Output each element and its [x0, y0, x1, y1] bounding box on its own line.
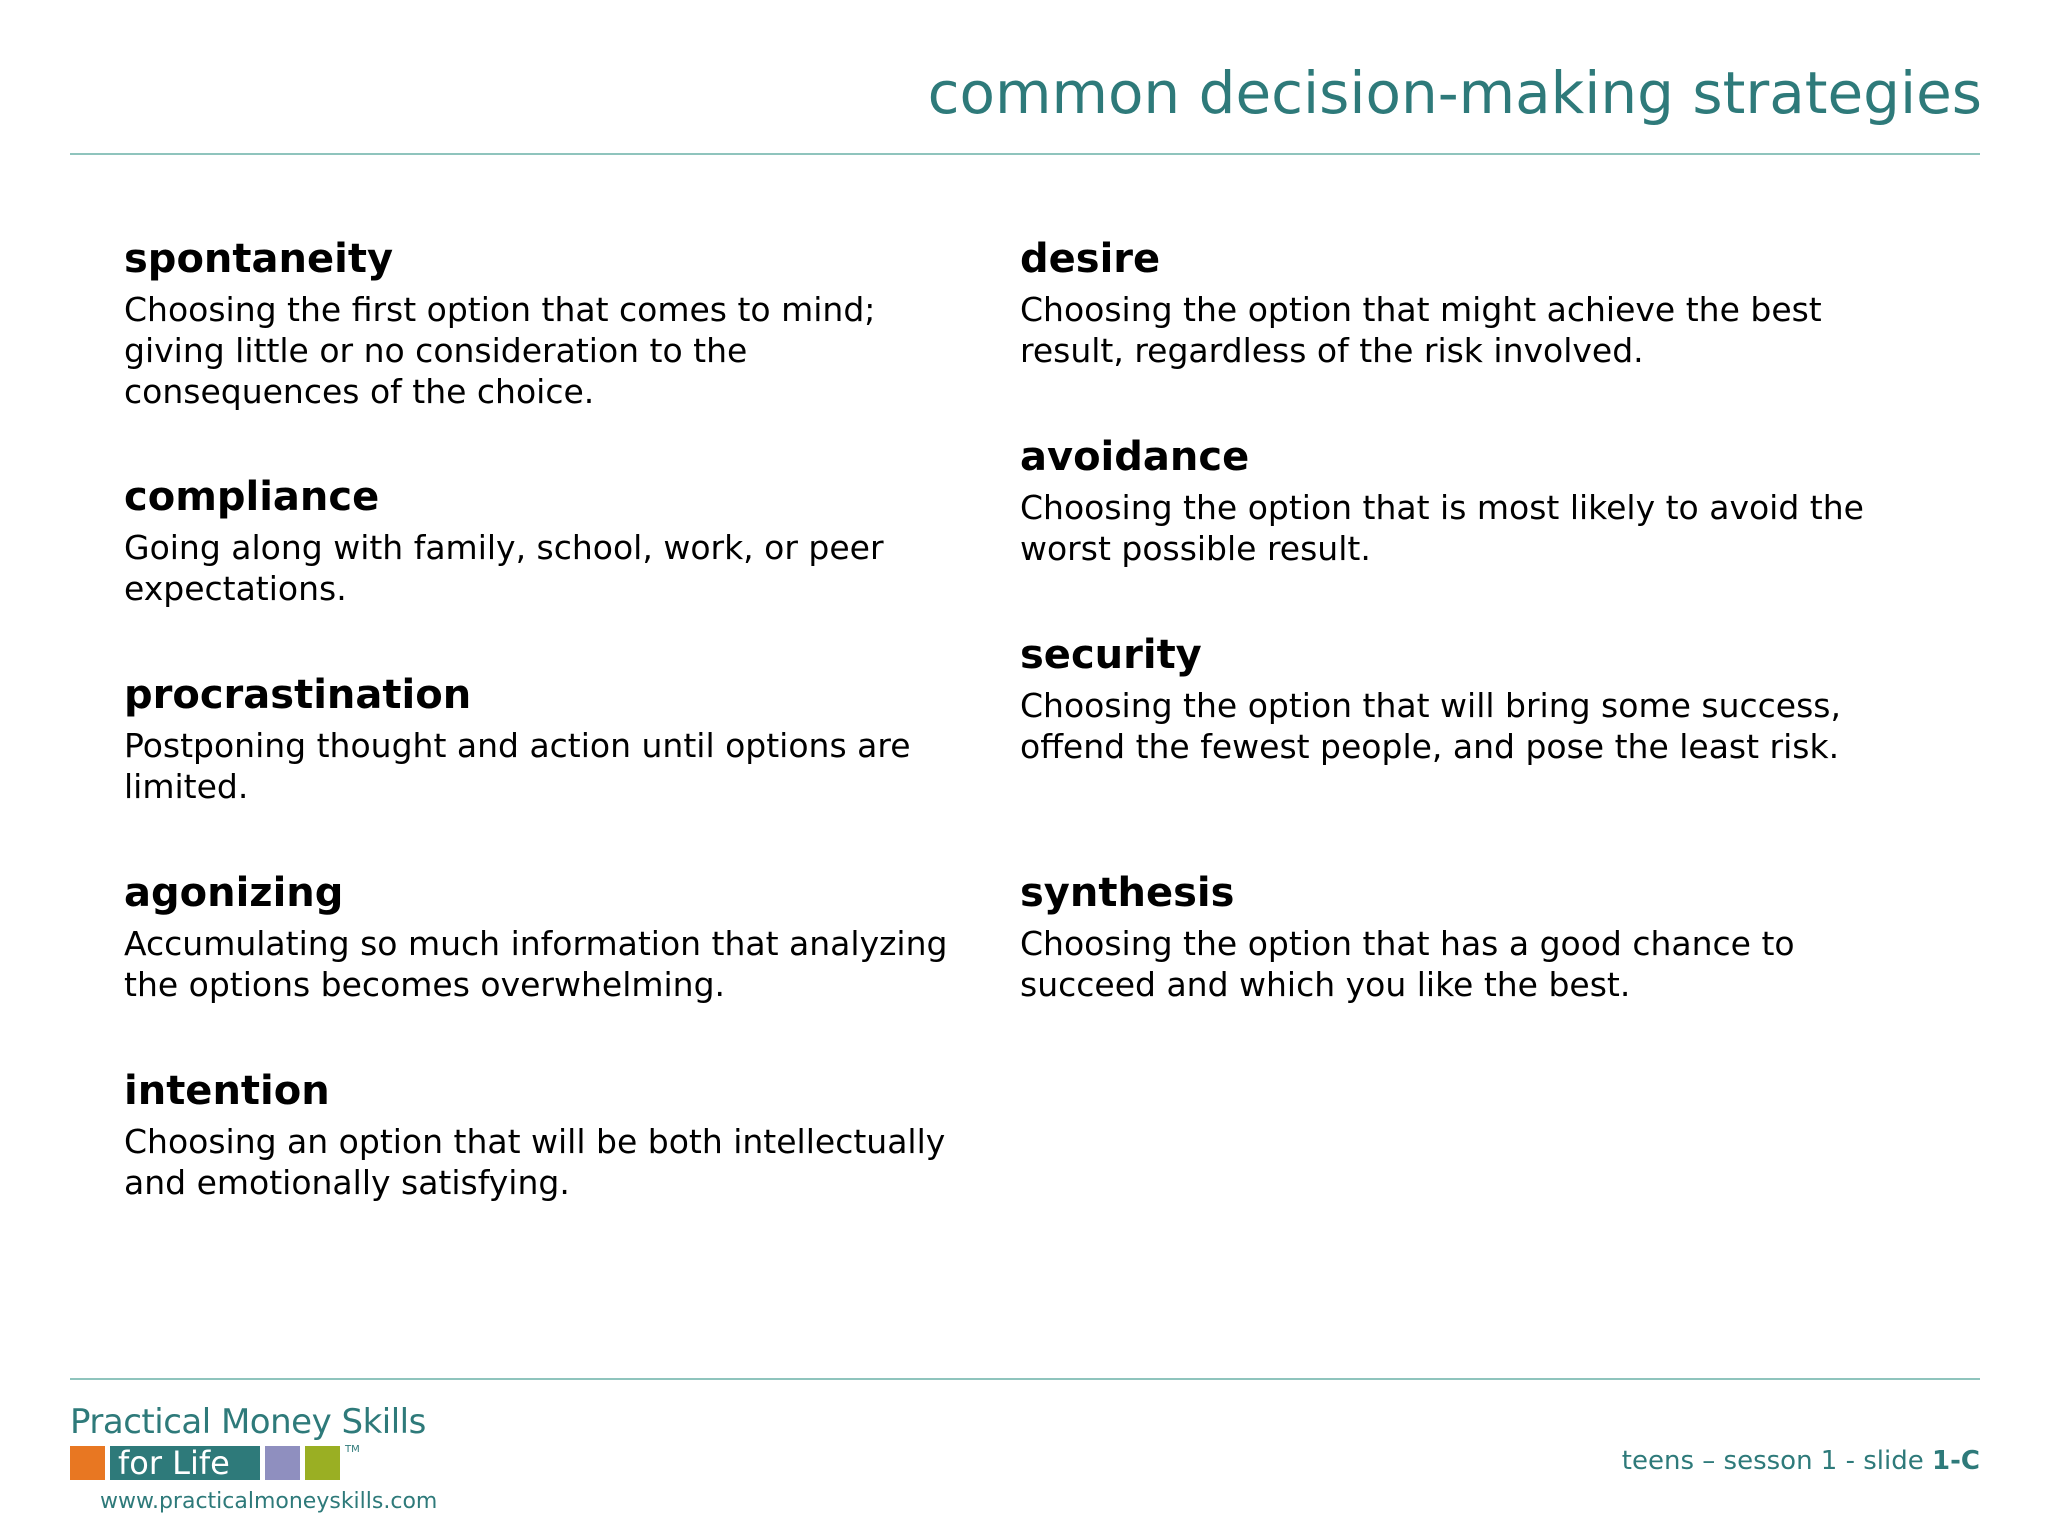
strategy-description: Postponing thought and action until options are limited. — [124, 726, 911, 806]
strategy-name: agonizing — [124, 870, 344, 916]
strategy-intention — [124, 1067, 964, 1203]
strategy-description: Choosing an option that will be both intellectually and emotionally satisfying. — [124, 1122, 946, 1202]
strategy-synthesis — [1020, 869, 1900, 1005]
strategy-name: compliance — [124, 474, 380, 520]
logo-title: Practical Money Skills — [70, 1402, 426, 1442]
logo-orange-block — [70, 1446, 105, 1480]
strategy-procrastination — [124, 671, 964, 807]
strategy-name: spontaneity — [124, 236, 394, 282]
strategy-spontaneity — [124, 235, 964, 412]
slide-title: common decision-making strategies — [927, 59, 1982, 127]
strategy-agonizing — [124, 869, 964, 1005]
strategy-compliance — [124, 473, 964, 609]
strategy-description: Choosing the option that is most likely to avoid the worst possible result. — [1020, 488, 1864, 568]
strategy-description: Choosing the option that has a good chance to succeed and which you like the best. — [1020, 924, 1795, 1004]
practical-money-skills-logo — [70, 1402, 450, 1522]
strategy-desire — [1020, 235, 1900, 371]
logo-green-block — [305, 1446, 340, 1480]
strategy-name: synthesis — [1020, 870, 1235, 916]
slide-reference — [1622, 1446, 1980, 1476]
strategy-name: intention — [124, 1068, 330, 1114]
slide-number: 1-C — [1932, 1446, 1980, 1476]
session-label: teens – sesson 1 - slide — [1621, 1446, 1933, 1476]
title-divider — [70, 153, 1980, 155]
footer-divider — [70, 1378, 1980, 1380]
strategy-name: security — [1020, 632, 1202, 678]
logo-purple-block — [265, 1446, 300, 1480]
logo-subtitle: for Life — [118, 1444, 230, 1482]
strategy-avoidance — [1020, 433, 1900, 569]
strategy-security — [1020, 631, 1900, 767]
strategy-description: Choosing the option that will bring some success, offend the fewest people, and pose the least risk. — [1020, 686, 1841, 766]
strategy-description: Accumulating so much information that analyzing the options becomes overwhelming. — [124, 924, 948, 1004]
strategy-name: desire — [1020, 236, 1161, 282]
strategy-description: Choosing the first option that comes to mind; giving little or no consideration to the consequences of the choice. — [124, 290, 876, 411]
strategy-description: Going along with family, school, work, or peer expectations. — [124, 528, 884, 608]
strategy-description: Choosing the option that might achieve the best result, regardless of the risk involved. — [1020, 290, 1822, 370]
logo-trademark: TM — [345, 1444, 360, 1455]
logo-url: www.practicalmoneyskills.com — [100, 1489, 438, 1514]
strategy-name: procrastination — [124, 672, 472, 718]
strategy-name: avoidance — [1020, 434, 1250, 480]
